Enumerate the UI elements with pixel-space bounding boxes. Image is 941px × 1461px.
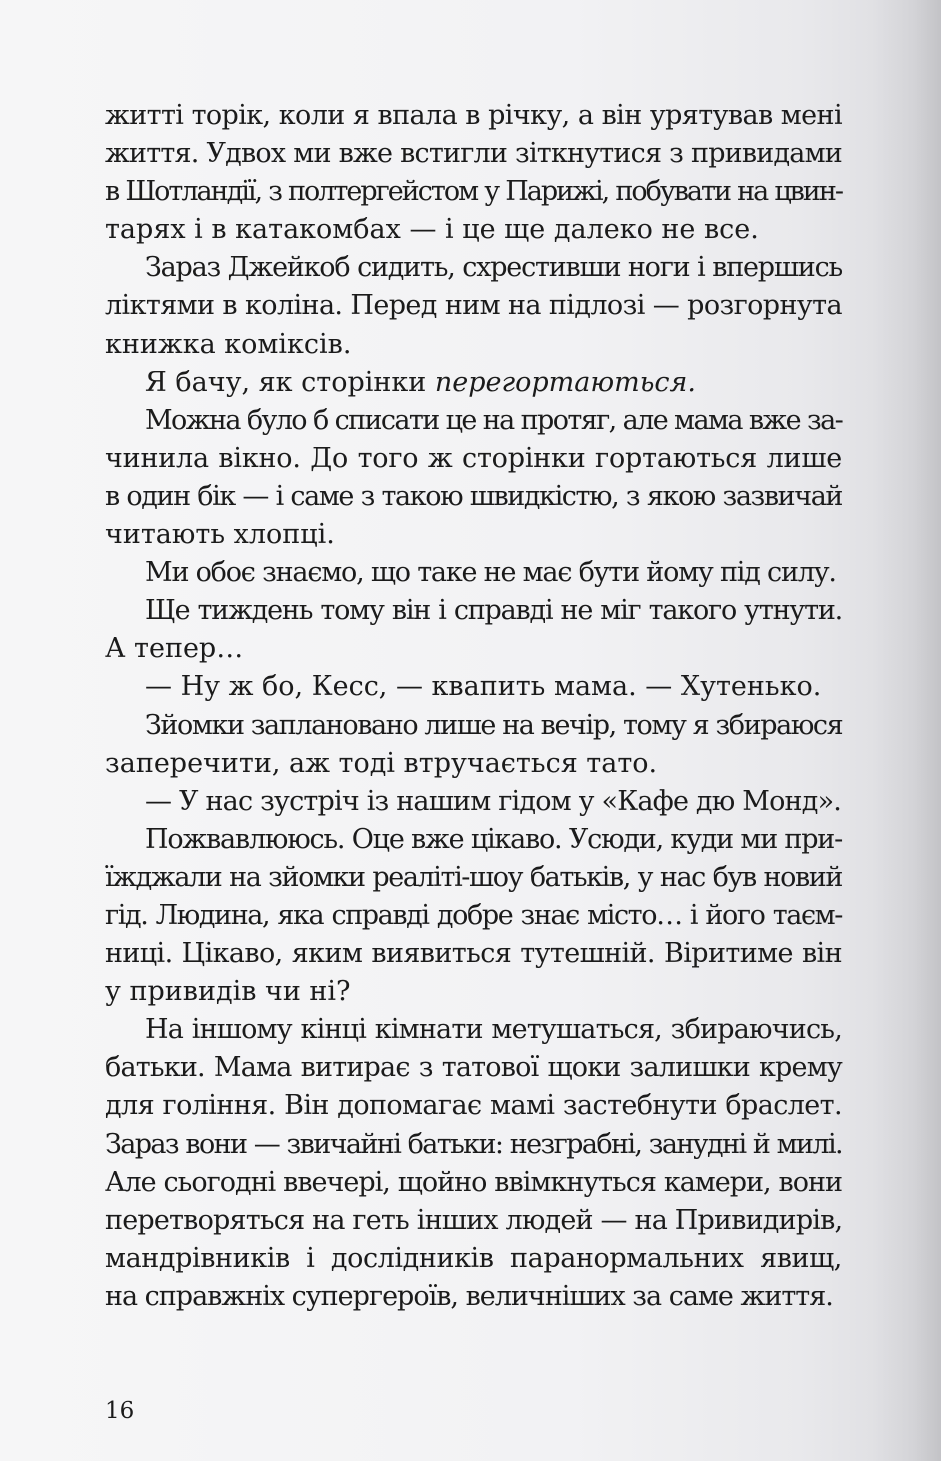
text-line: мандрівників і дослідників паранормальних явищ, [105,1242,842,1274]
page-number: 16 [105,1398,135,1424]
text-line: тарях і в катакомбах — і це ще далеко не все. [105,214,759,246]
text-line: книжка коміксів. [105,328,352,360]
text-line: в один бік — і саме з такою швидкістю, з якою зазвичай [105,480,842,512]
text-line: заперечити, аж тоді втручається тато. [105,747,658,779]
text-line [105,364,842,402]
text-line: їжджали на зйомки реаліті-шоу батьків, у нас був новий [105,861,842,893]
text-line: Ще тиждень тому він і справді не міг такого утнути. [145,595,842,627]
page-edge-shadow [871,0,941,1461]
text-line: на справжніх супергероїв, величніших за саме життя. [105,1280,833,1312]
text-line: Можна було б списати це на протяг, але мама вже за- [145,404,843,436]
text-line: Пожвавлююсь. Оце вже цікаво. Усюди, куди ми при- [145,823,842,855]
text-line: Зараз Джейкоб сидить, схрестивши ноги і впершись [145,252,842,284]
text-line: ниці. Цікаво, яким виявиться тутешній. Віритиме він [105,938,842,970]
body-text [105,97,842,1316]
text-line: у привидів чи ні? [105,976,351,1008]
text-line: чинила вікно. До того ж сторінки гортаються лише [105,442,842,474]
text-line: гід. Людина, яка справді добре знає місто… і його таєм- [105,899,842,931]
text-fragment: Я бачу, як сторінки [145,366,435,398]
text-line: Зйомки заплановано лише на вечір, тому я збираюся [145,709,843,741]
text-line: життя. Удвох ми вже встигли зіткнутися з привидами [105,138,842,170]
text-line: ліктями в коліна. Перед ним на підлозі — розгорнута [105,290,842,322]
text-line: На іншому кінці кімнати метушаться, збираючись, [145,1014,842,1046]
text-line: для гоління. Він допомагає мамі застебнути браслет. [105,1090,842,1122]
text-line: батьки. Мама витирає з татової щоки залишки крему [105,1052,842,1084]
text-line: Але сьогодні ввечері, щойно ввімкнуться камери, вони [105,1166,842,1198]
text-line: перетворяться на геть інших людей — на Привидирів, [105,1204,843,1236]
text-line: — Ну ж бо, Кесс, — квапить мама. — Хутенько. [145,671,822,703]
text-line: Ми обоє знаємо, що таке не має бути йому під силу. [145,557,836,589]
text-line: житті торік, коли я впала в річку, а він урятував мені [105,100,842,131]
italic-text: перегортаються. [434,366,696,398]
text-line: Зараз вони — звичайні батьки: незграбні, занудні й милі. [105,1128,842,1160]
text-line: читають хлопці. [105,519,335,551]
text-line: — У нас зустріч із нашим гідом у «Кафе дю Монд». [145,785,842,817]
text-line: в Шотландії, з полтергейстом у Парижі, побувати на цвин- [105,176,842,208]
text-line: А тепер… [105,633,244,665]
